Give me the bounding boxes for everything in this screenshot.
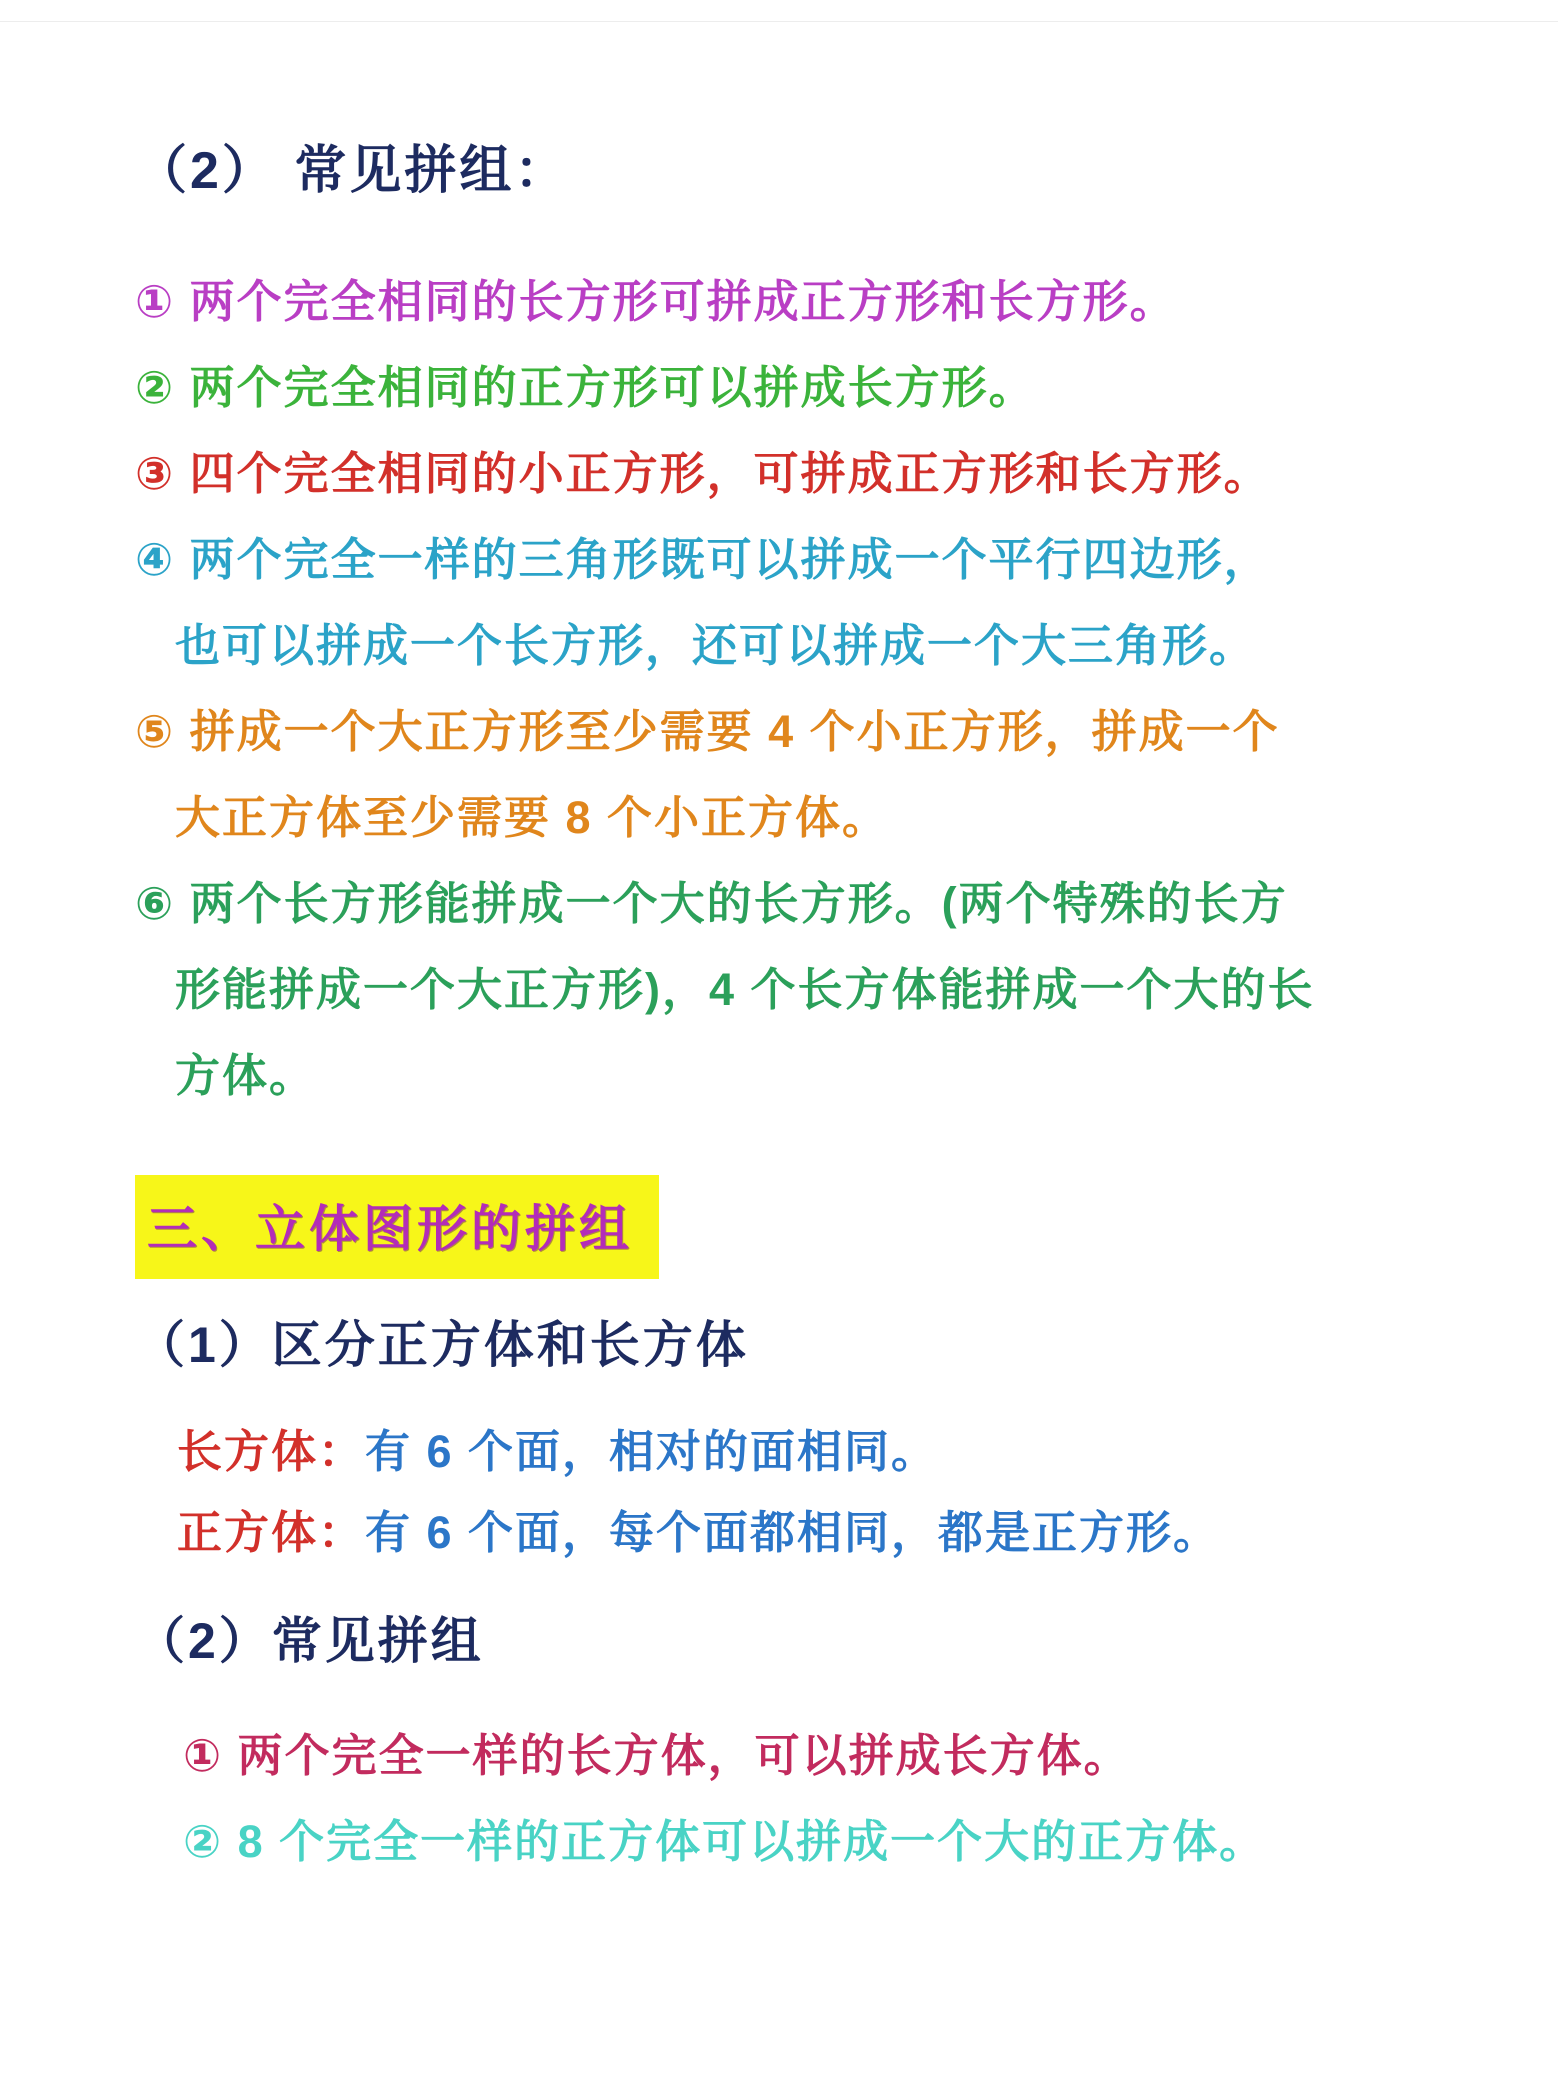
item-line: ⑥ 两个长方形能拼成一个大的长方形。(两个特殊的长方 [135,878,1288,929]
plane-item-5 [135,689,1448,861]
solid-items-list [135,1713,1448,1885]
solid-item-2 [183,1799,1448,1885]
definition-desc-cube: 有 6 个面，每个面都相同，都是正方形。 [365,1507,1221,1558]
solid-definitions [135,1411,1448,1573]
plane-item-3 [135,431,1448,517]
plane-item-6 [135,861,1448,1119]
page-top-edge [0,21,1558,22]
item-line: ① 两个完全相同的长方形可拼成正方形和长方形。 [135,276,1177,327]
item-line: 大正方体至少需要 8 个小正方体。 [175,792,890,843]
item-line: ③ 四个完全相同的小正方形，可拼成正方形和长方形。 [135,448,1271,499]
plane-item-2 [135,345,1448,431]
item-line: ⑤ 拼成一个大正方形至少需要 4 个小正方形，拼成一个 [135,706,1280,757]
solid-item-1 [183,1713,1448,1799]
definition-term-cuboid: 长方体： [177,1426,366,1477]
definition-term-cube: 正方体： [177,1507,366,1558]
item-line: 也可以拼成一个长方形，还可以拼成一个大三角形。 [175,620,1257,671]
item-line: 形能拼成一个大正方形)，4 个长方体能拼成一个大的长 [175,964,1315,1015]
plane-item-1 [135,259,1448,345]
item-line: ② 8 个完全一样的正方体可以拼成一个大的正方体。 [183,1816,1267,1867]
item-line: 方体。 [175,1050,317,1101]
item-line: ② 两个完全相同的正方形可以拼成长方形。 [135,362,1036,413]
plane-item-4 [135,517,1448,689]
plane-items-list [135,259,1448,1119]
plane-section-heading: （2） 常见拼组： [135,142,570,200]
solid-section-highlight-heading: 三、立体图形的拼组 [135,1175,659,1279]
solid-sub2-heading: （2）常见拼组 [135,1613,484,1669]
item-line: ④ 两个完全一样的三角形既可以拼成一个平行四边形， [135,534,1271,585]
definition-cube [177,1492,1448,1573]
definition-desc-cuboid: 有 6 个面，相对的面相同。 [365,1426,939,1477]
definition-cuboid [177,1411,1448,1492]
solid-sub1-heading: （1）区分正方体和长方体 [135,1317,749,1373]
item-line: ① 两个完全一样的长方体，可以拼成长方体。 [183,1730,1131,1781]
